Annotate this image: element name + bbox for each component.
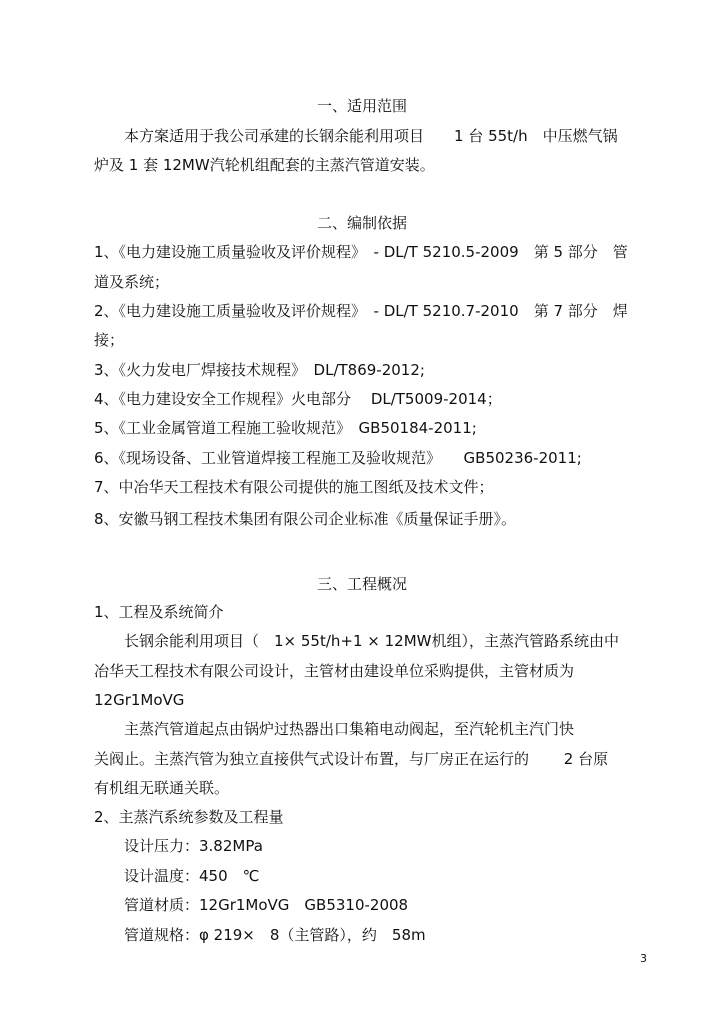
reference-1-line-1: 1、《电力建设施工质量验收及评价规程》 - DL/T 5210.5-2009 第 5 部分 管 — [94, 243, 628, 261]
section-3-paragraph-2-line-1: 主蒸汽管道起点由锅炉过热器出口集箱电动阀起，至汽轮机主汽门快 — [124, 720, 575, 738]
reference-3: 3、《火力发电厂焊接技术规程》 DL/T869-2012; — [94, 361, 425, 379]
reference-4: 4、《电力建设安全工作规程》火电部分 DL/T5009-2014； — [94, 390, 502, 408]
reference-7: 7、中冶华天工程技术有限公司提供的施工图纸及技术文件； — [94, 478, 494, 496]
parameter-design-pressure: 设计压力：3.82MPa — [124, 837, 263, 855]
section-3-paragraph-1-line-3: 12Gr1MoVG — [94, 691, 185, 709]
section-3-title: 三、工程概况 — [316, 575, 407, 593]
section-1-title: 一、适用范围 — [316, 97, 407, 115]
page-number: 3 — [640, 952, 647, 965]
section-3-paragraph-2-line-2: 关阀止。主蒸汽管为独立直接供气式设计布置，与厂房正在运行的 2 台原 — [94, 750, 609, 768]
reference-6: 6、《现场设备、工业管道焊接工程施工及验收规范》 GB50236-2011; — [94, 449, 582, 467]
parameter-design-temperature: 设计温度：450 ℃ — [124, 867, 260, 885]
reference-5: 5、《工业金属管道工程施工验收规范》 GB50184-2011; — [94, 419, 477, 437]
section-3-subheading-1: 1、工程及系统简介 — [94, 603, 224, 621]
section-1-paragraph-line-2: 炉及 1 套 12MW汽轮机组配套的主蒸汽管道安装。 — [94, 156, 435, 174]
section-3-paragraph-1-line-2: 冶华天工程技术有限公司设计，主管材由建设单位采购提供，主管材质为 — [94, 662, 575, 680]
reference-8: 8、安徽马钢工程技术集团有限公司企业标准《质量保证手册》。 — [94, 510, 517, 528]
reference-2-line-2: 接； — [94, 331, 125, 349]
section-3-paragraph-1-line-1: 长钢余能利用项目（ 1× 55t/h+1 × 12MW机组），主蒸汽管路系统由中 — [124, 632, 619, 650]
parameter-pipe-material: 管道材质：12Gr1MoVG GB5310-2008 — [124, 896, 409, 914]
section-3-paragraph-2-line-3: 有机组无联通关联。 — [94, 779, 230, 797]
section-1-paragraph-line-1: 本方案适用于我公司承建的长钢余能利用项目 1 台 55t/h 中压燃气锅 — [124, 127, 618, 145]
section-3-subheading-2: 2、主蒸汽系统参数及工程量 — [94, 808, 284, 826]
reference-2-line-1: 2、《电力建设施工质量验收及评价规程》 - DL/T 5210.7-2010 第 7 部分 焊 — [94, 302, 628, 320]
section-2-title: 二、编制依据 — [316, 214, 407, 232]
parameter-pipe-specification: 管道规格：φ 219× 8（主管路），约 58m — [124, 926, 426, 944]
reference-1-line-2: 道及系统； — [94, 273, 170, 291]
